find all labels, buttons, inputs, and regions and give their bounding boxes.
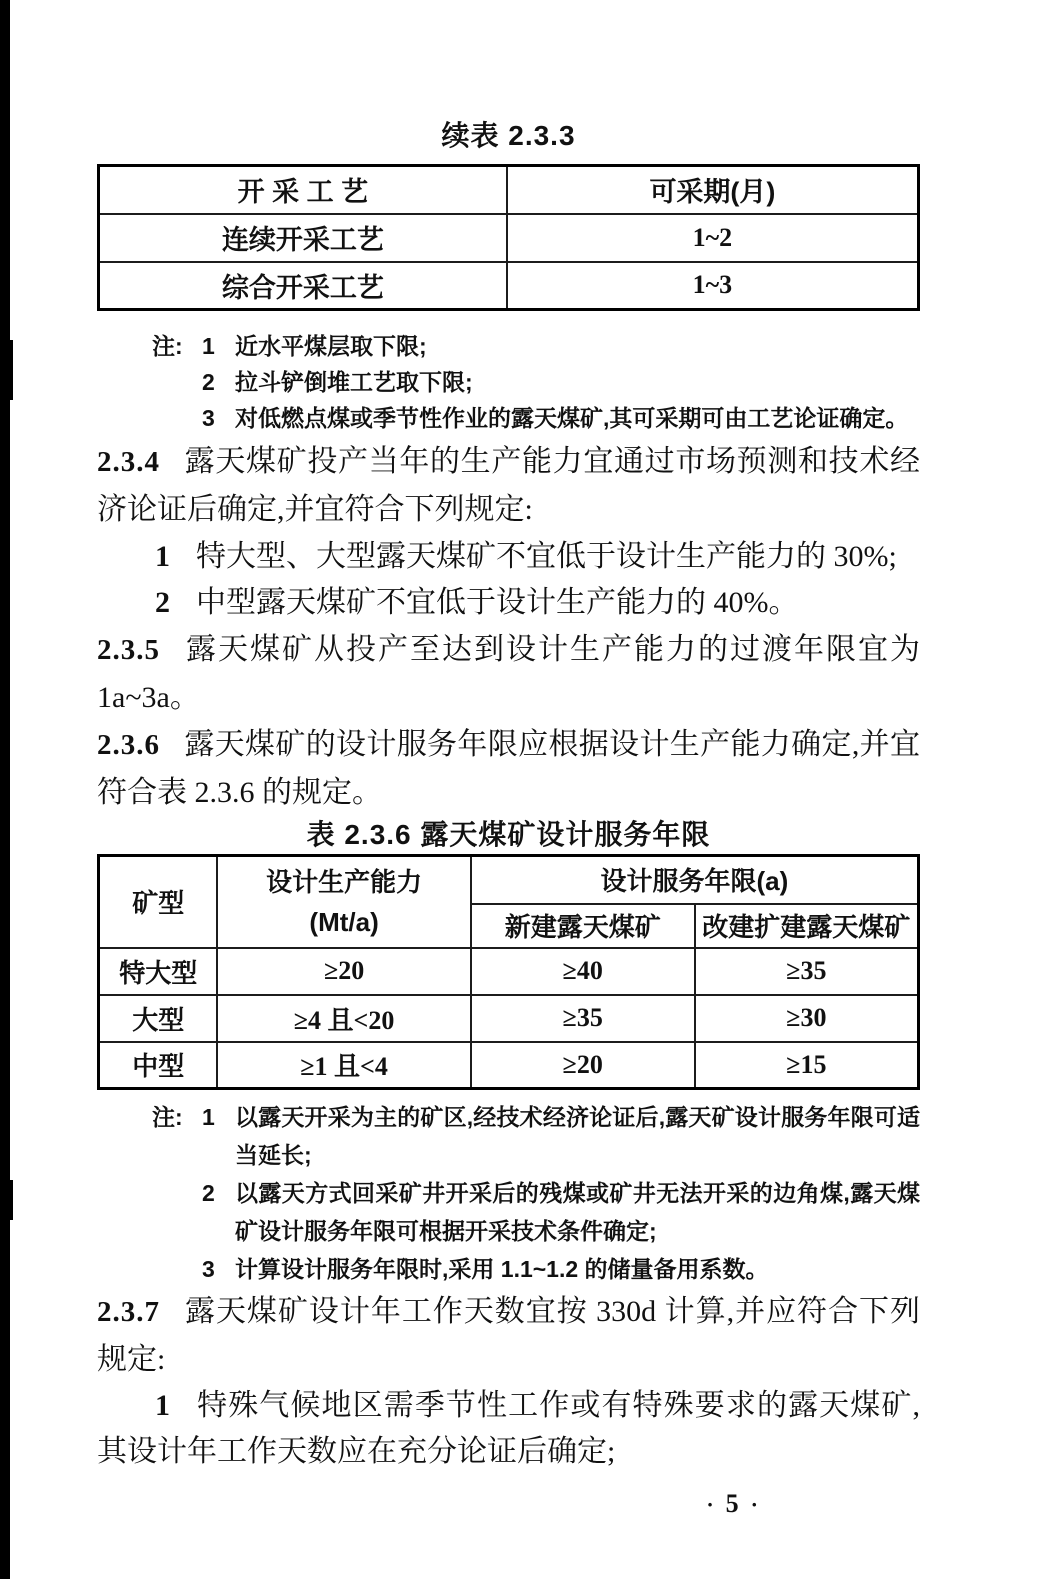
- note-number: 2: [202, 1180, 215, 1206]
- cell-mine-type: 中型: [99, 1042, 218, 1089]
- page-number-value: 5: [725, 1489, 739, 1518]
- cell-rebuilt-mine-life: ≥30: [695, 995, 919, 1042]
- item-number: 1: [155, 1389, 170, 1422]
- note-text: 以露天方式回采矿井开采后的残煤或矿井无法开采的边角煤,露天煤矿设计服务年限可根据开采技术条件确定;: [235, 1180, 920, 1244]
- section-number: 2.3.5: [97, 634, 160, 666]
- note-item: [97, 328, 920, 364]
- section-number: 2.3.7: [97, 1296, 160, 1328]
- item-number: 1: [155, 540, 170, 573]
- table-233-cell-period: 1~2: [507, 214, 919, 262]
- note-item: [97, 1174, 920, 1250]
- scan-binding-bar: [0, 0, 10, 1579]
- table-236-notes: [97, 1098, 920, 1288]
- table-row: [99, 214, 919, 262]
- note-number: 2: [202, 369, 215, 395]
- section-2-3-4: [97, 438, 920, 534]
- section-2-3-5: [97, 626, 920, 721]
- table-233-header-row: [99, 166, 919, 214]
- note-number: 1: [202, 333, 215, 359]
- table-row: [99, 1042, 919, 1089]
- table-236: [97, 854, 920, 1090]
- table-233-cell-process: 综合开采工艺: [99, 262, 507, 310]
- table-233-col-mining-process: 开 采 工 艺: [99, 166, 507, 214]
- note-text: 计算设计服务年限时,采用 1.1~1.2 的储量备用系数。: [235, 1256, 769, 1282]
- table-236-col-rebuilt-mine: 改建扩建露天煤矿: [695, 904, 919, 948]
- note-text: 近水平煤层取下限;: [235, 333, 427, 359]
- page-number-dot-right: ·: [750, 1492, 758, 1517]
- item-text: 特大型、大型露天煤矿不宜低于设计生产能力的 30%;: [196, 540, 897, 573]
- section-text: 露天煤矿投产当年的生产能力宜通过市场预测和技术经济论证后确定,并宜符合下列规定:: [97, 445, 920, 526]
- item-text: 特殊气候地区需季节性工作或有特殊要求的露天煤矿,其设计年工作天数应在充分论证后确定;: [97, 1389, 920, 1468]
- table-233-title: 续表 2.3.3: [441, 120, 576, 151]
- note-text: 拉斗铲倒堆工艺取下限;: [235, 369, 473, 395]
- scan-artifact: [10, 340, 13, 400]
- note-number: 1: [202, 1104, 215, 1130]
- cell-new-mine-life: ≥20: [471, 1042, 695, 1089]
- section-text: 露天煤矿从投产至达到设计生产能力的过渡年限宜为 1a~3a。: [97, 633, 920, 714]
- table-236-title: 表 2.3.6 露天煤矿设计服务年限: [306, 819, 711, 850]
- cell-capacity: ≥4 且<20: [217, 995, 470, 1042]
- table-row: [99, 948, 919, 995]
- section-2-3-4-item-2: [97, 580, 920, 626]
- section-number: 2.3.6: [97, 729, 160, 761]
- table-233-cell-period: 1~3: [507, 262, 919, 310]
- cell-mine-type: 特大型: [99, 948, 218, 995]
- scan-artifact: [10, 1180, 13, 1220]
- table-233-cell-process: 连续开采工艺: [99, 214, 507, 262]
- note-item: [97, 1098, 920, 1174]
- note-number: 3: [202, 1256, 215, 1282]
- cell-rebuilt-mine-life: ≥35: [695, 948, 919, 995]
- cell-capacity: ≥1 且<4: [217, 1042, 470, 1089]
- section-number: 2.3.4: [97, 446, 160, 478]
- note-item: [97, 1250, 920, 1288]
- cell-rebuilt-mine-life: ≥15: [695, 1042, 919, 1089]
- cell-mine-type: 大型: [99, 995, 218, 1042]
- note-item: [97, 400, 920, 436]
- table-236-col-design-capacity: [217, 856, 470, 948]
- notes-label: 注:: [152, 333, 183, 359]
- capacity-label-line2: (Mt/a): [309, 906, 379, 937]
- note-number: 3: [202, 405, 215, 431]
- table-row: [99, 262, 919, 310]
- table-233: [97, 164, 920, 311]
- table-233-col-minable-period: 可采期(月): [507, 166, 919, 214]
- section-2-3-7-item-1: [97, 1383, 920, 1475]
- page-number-dot-left: ·: [706, 1492, 714, 1517]
- notes-label: 注:: [152, 1104, 183, 1130]
- cell-capacity: ≥20: [217, 948, 470, 995]
- table-236-col-new-mine: 新建露天煤矿: [471, 904, 695, 948]
- section-text: 露天煤矿设计年工作天数宜按 330d 计算,并应符合下列规定:: [97, 1295, 920, 1376]
- table-236-col-service-life: 设计服务年限(a): [471, 856, 919, 904]
- section-2-3-4-item-1: [97, 534, 920, 580]
- cell-new-mine-life: ≥40: [471, 948, 695, 995]
- section-2-3-7: [97, 1288, 920, 1383]
- table-236-header-row-1: [99, 856, 919, 904]
- section-text: 露天煤矿的设计服务年限应根据设计生产能力确定,并宜符合表 2.3.6 的规定。: [97, 728, 920, 809]
- page-content: [97, 0, 920, 1520]
- section-2-3-6: [97, 721, 920, 816]
- table-236-col-mine-type: 矿型: [99, 856, 218, 948]
- capacity-label-line1: 设计生产能力: [266, 866, 423, 897]
- note-text: 对低燃点煤或季节性作业的露天煤矿,其可采期可由工艺论证确定。: [235, 405, 909, 431]
- item-number: 2: [155, 586, 170, 619]
- item-text: 中型露天煤矿不宜低于设计生产能力的 40%。: [196, 586, 799, 619]
- note-item: [97, 364, 920, 400]
- table-row: [99, 995, 919, 1042]
- page-number: [97, 1489, 920, 1520]
- note-text: 以露天开采为主的矿区,经技术经济论证后,露天矿设计服务年限可适当延长;: [235, 1104, 920, 1168]
- cell-new-mine-life: ≥35: [471, 995, 695, 1042]
- table-233-notes: [97, 328, 920, 436]
